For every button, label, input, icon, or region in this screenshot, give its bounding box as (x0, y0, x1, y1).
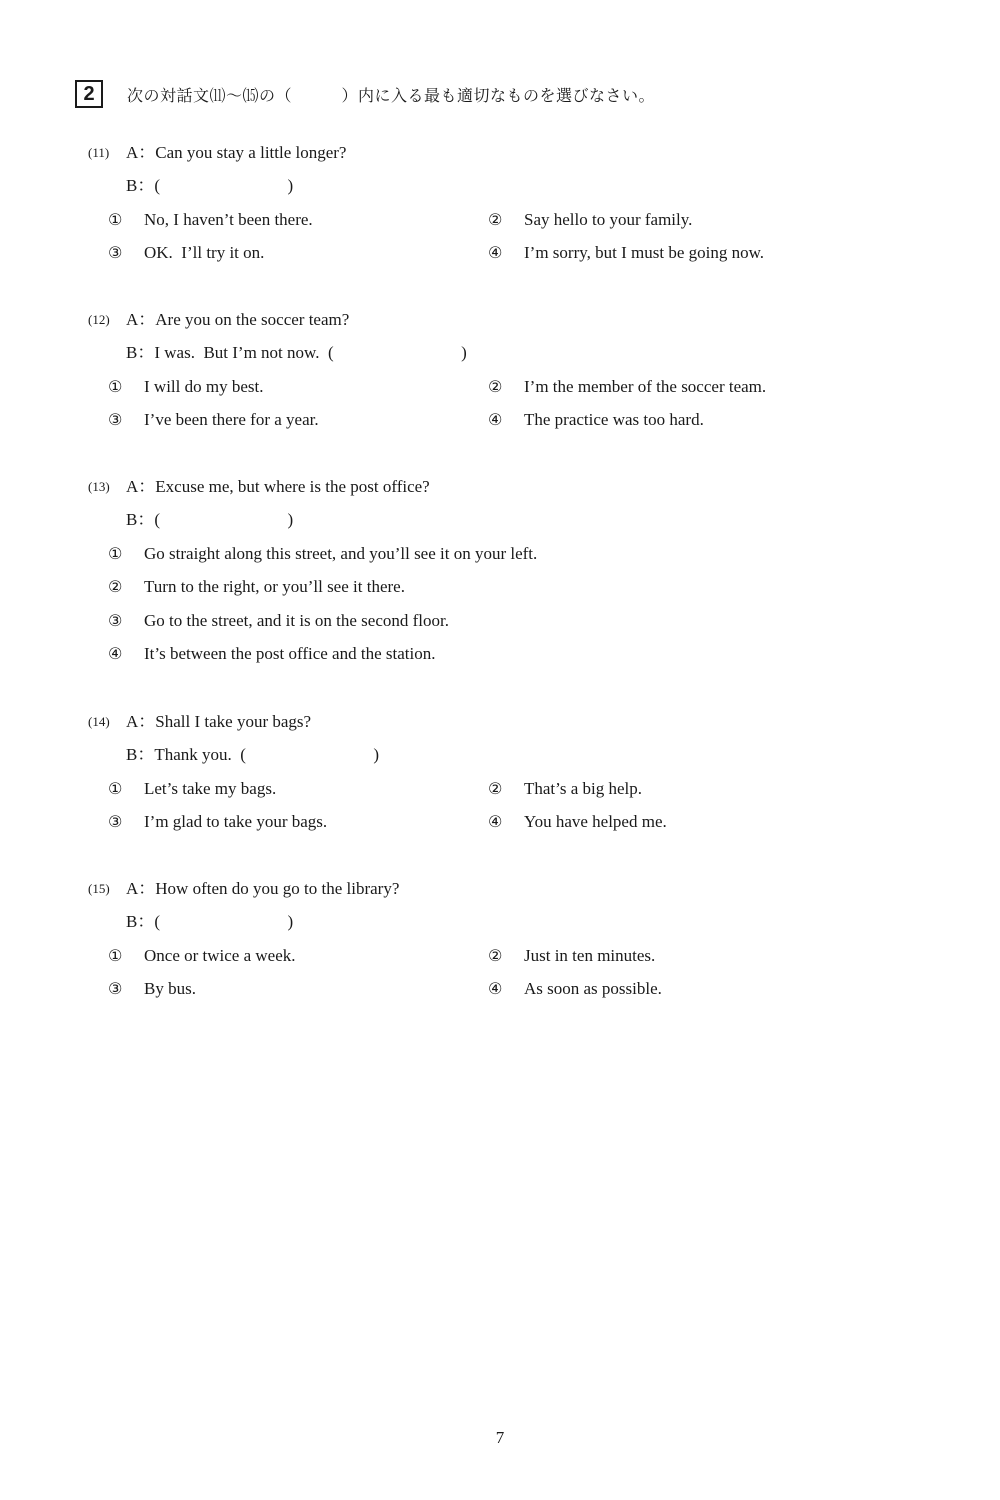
choice-mark: ④ (488, 410, 503, 429)
speaker-b-line: B：( ) (126, 912, 294, 931)
choice-mark: ③ (108, 812, 123, 831)
choice-mark: ① (108, 377, 123, 396)
choice-4 (488, 977, 662, 1001)
speaker-b-line: B：Thank you. ( ) (126, 745, 380, 764)
question-number: (14) (88, 714, 110, 729)
section-instruction: 次の対話文⑾〜⒂の（ ）内に入る最も適切なものを選びなさい。 (127, 85, 656, 105)
choice-1 (108, 542, 537, 566)
choice-text: Go to the street, and it is on the second floor. (144, 611, 449, 630)
choice-text: Just in ten minutes. (524, 946, 656, 965)
choice-mark: ④ (488, 812, 503, 831)
page-number: 7 (495, 1428, 505, 1447)
choice-text: Once or twice a week. (144, 946, 296, 965)
speaker-a-line: A：How often do you go to the library? (126, 879, 400, 898)
choice-mark: ③ (108, 243, 123, 262)
choice-2 (488, 375, 766, 399)
choice-2 (488, 777, 642, 801)
choice-text: As soon as possible. (524, 979, 662, 998)
choice-mark: ③ (108, 611, 123, 630)
choice-text: I’m glad to take your bags. (144, 812, 328, 831)
choice-text: It’s between the post office and the station. (144, 644, 436, 663)
speaker-b-line: B：( ) (126, 176, 294, 195)
question-number: (11) (88, 145, 110, 160)
choice-2 (108, 575, 405, 599)
speaker-a-line: A：Can you stay a little longer? (126, 143, 347, 162)
choice-4 (488, 408, 704, 432)
choice-text: I’m the member of the soccer team. (524, 377, 767, 396)
choice-3 (108, 810, 327, 834)
choice-mark: ④ (488, 979, 503, 998)
choice-text: Say hello to your family. (524, 210, 693, 229)
choice-3 (108, 408, 319, 432)
speaker-a-line: A：Are you on the soccer team? (126, 310, 350, 329)
choice-mark: ② (488, 210, 503, 229)
choice-mark: ① (108, 946, 123, 965)
choice-1 (108, 208, 313, 232)
choice-text: Turn to the right, or you’ll see it there. (144, 577, 405, 596)
choice-1 (108, 375, 263, 399)
choice-mark: ④ (488, 243, 503, 262)
question-number: (12) (88, 312, 110, 327)
speaker-b-line: B：I was. But I’m not now. ( ) (126, 343, 467, 362)
speaker-a-line: A：Shall I take your bags? (126, 712, 312, 731)
choice-mark: ③ (108, 410, 123, 429)
choice-text: OK. I’ll try it on. (144, 243, 265, 262)
choice-text: By bus. (144, 979, 196, 998)
section-header (75, 80, 655, 108)
choice-text: You have helped me. (524, 812, 667, 831)
choice-3 (108, 977, 196, 1001)
choice-mark: ① (108, 210, 123, 229)
choice-text: Go straight along this street, and you’ll see it on your left. (144, 544, 538, 563)
choice-text: Let’s take my bags. (144, 779, 277, 798)
question-number: (15) (88, 881, 110, 896)
choice-text: The practice was too hard. (524, 410, 704, 429)
choice-mark: ② (488, 779, 503, 798)
choice-4 (488, 810, 667, 834)
speaker-b-line: B：( ) (126, 510, 294, 529)
choice-4 (488, 241, 764, 265)
choice-4 (108, 642, 435, 666)
choice-mark: ② (488, 377, 503, 396)
choice-text: I’ve been there for a year. (144, 410, 319, 429)
choice-mark: ② (488, 946, 503, 965)
choice-2 (488, 944, 655, 968)
choice-3 (108, 609, 449, 633)
choice-1 (108, 777, 276, 801)
choice-mark: ① (108, 779, 123, 798)
choice-3 (108, 241, 264, 265)
choice-mark: ④ (108, 644, 123, 663)
choice-text: I’m sorry, but I must be going now. (524, 243, 765, 262)
choice-mark: ① (108, 544, 123, 563)
speaker-a-line: A：Excuse me, but where is the post office? (126, 477, 430, 496)
choice-text: No, I haven’t been there. (144, 210, 313, 229)
choice-mark: ② (108, 577, 123, 596)
choice-1 (108, 944, 296, 968)
choice-text: I will do my best. (144, 377, 264, 396)
choice-2 (488, 208, 692, 232)
section-number-box: 2 (75, 80, 103, 108)
choice-text: That’s a big help. (524, 779, 643, 798)
question-number: (13) (88, 479, 110, 494)
choice-mark: ③ (108, 979, 123, 998)
